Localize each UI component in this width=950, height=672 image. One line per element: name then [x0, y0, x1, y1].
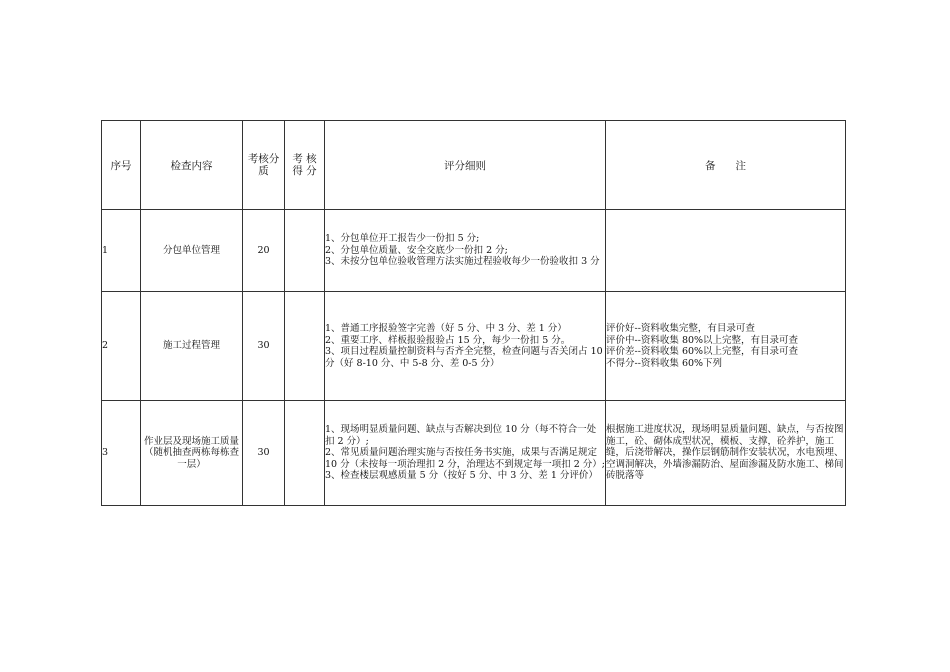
note-line: 评价好--资料收集完整，有目录可查	[606, 323, 755, 334]
detail-line: 2、重要工序、样板报验报验占 15 分，每少一份扣 5 分。	[325, 334, 571, 346]
row-note	[606, 401, 846, 506]
header-detail: 评分细则	[325, 121, 606, 210]
row-got	[285, 210, 325, 292]
row-detail	[325, 292, 606, 401]
row-detail	[325, 401, 606, 506]
row-seq: 3	[102, 401, 141, 506]
row-score: 30	[243, 401, 285, 506]
row-score: 20	[243, 210, 285, 292]
header-seq: 序号	[102, 121, 141, 210]
detail-line: 3、检查楼层观感质量 5 分（按好 5 分、中 3 分、差 1 分评价）	[325, 470, 598, 482]
header-score-quality: 考核分质	[243, 121, 285, 210]
note-line: 评价中--资料收集 80%以上完整，有目录可查	[606, 334, 799, 346]
detail-line: 1、现场明显质量问题、缺点与否解决到位 10 分（每不符合一处扣 2 分）;	[325, 424, 597, 447]
detail-line: 2、常见质量问题治理实施与否按任务书实施，成果与否满足规定 10 分（未按每一项治理扣 2 分，治理达不到规定每一项扣 2 分）;	[325, 447, 605, 470]
scoring-table	[101, 120, 846, 506]
detail-line: 1、分包单位开工报告少一份扣 5 分;	[325, 233, 480, 245]
row-note	[606, 210, 846, 292]
row-got	[285, 292, 325, 401]
row-content: 作业层及现场施工质量（随机抽查两栋每栋查一层）	[141, 401, 243, 506]
table-row	[102, 401, 846, 506]
detail-line: 3、项目过程质量控制资料与否齐全完整，检查问题与否关闭占 10 分（好 8-10 分、中 5-8 分、差 0-5 分）	[325, 346, 603, 369]
row-content: 分包单位管理	[141, 210, 243, 292]
note-line: 不得分--资料收集 60%下列	[606, 357, 723, 369]
row-detail	[325, 210, 606, 292]
row-note	[606, 292, 846, 401]
row-seq: 2	[102, 292, 141, 401]
note-line: 评价差--资料收集 60%以上完整，有目录可查	[606, 346, 799, 357]
header-row	[102, 121, 846, 210]
header-content: 检查内容	[141, 121, 243, 210]
row-score: 30	[243, 292, 285, 401]
header-note: 备 注	[606, 121, 846, 210]
row-seq: 1	[102, 210, 141, 292]
detail-line: 3、未按分包单位验收管理方法实施过程验收每少一份验收扣 3 分	[325, 256, 600, 268]
note-line: 根据施工进度状况，现场明显质量问题、缺点，与否按图施工，砼、砌体成型状况，模板、支撑，砼养护，施工缝，后浇带解决，操作层钢筋制作安装状况，水电预埋、空调洞解决，外墙渗漏防治、屋面渗漏及防水施工、梯间砖脱落等	[606, 424, 844, 482]
table-row	[102, 292, 846, 401]
detail-line: 2、分包单位质量、安全交底少一份扣 2 分;	[325, 244, 508, 256]
detail-line: 1、普通工序报验签字完善（好 5 分、中 3 分、差 1 分）	[325, 323, 567, 334]
header-score-got: 考 核 得 分	[285, 121, 325, 210]
row-content: 施工过程管理	[141, 292, 243, 401]
row-got	[285, 401, 325, 506]
table-row	[102, 210, 846, 292]
